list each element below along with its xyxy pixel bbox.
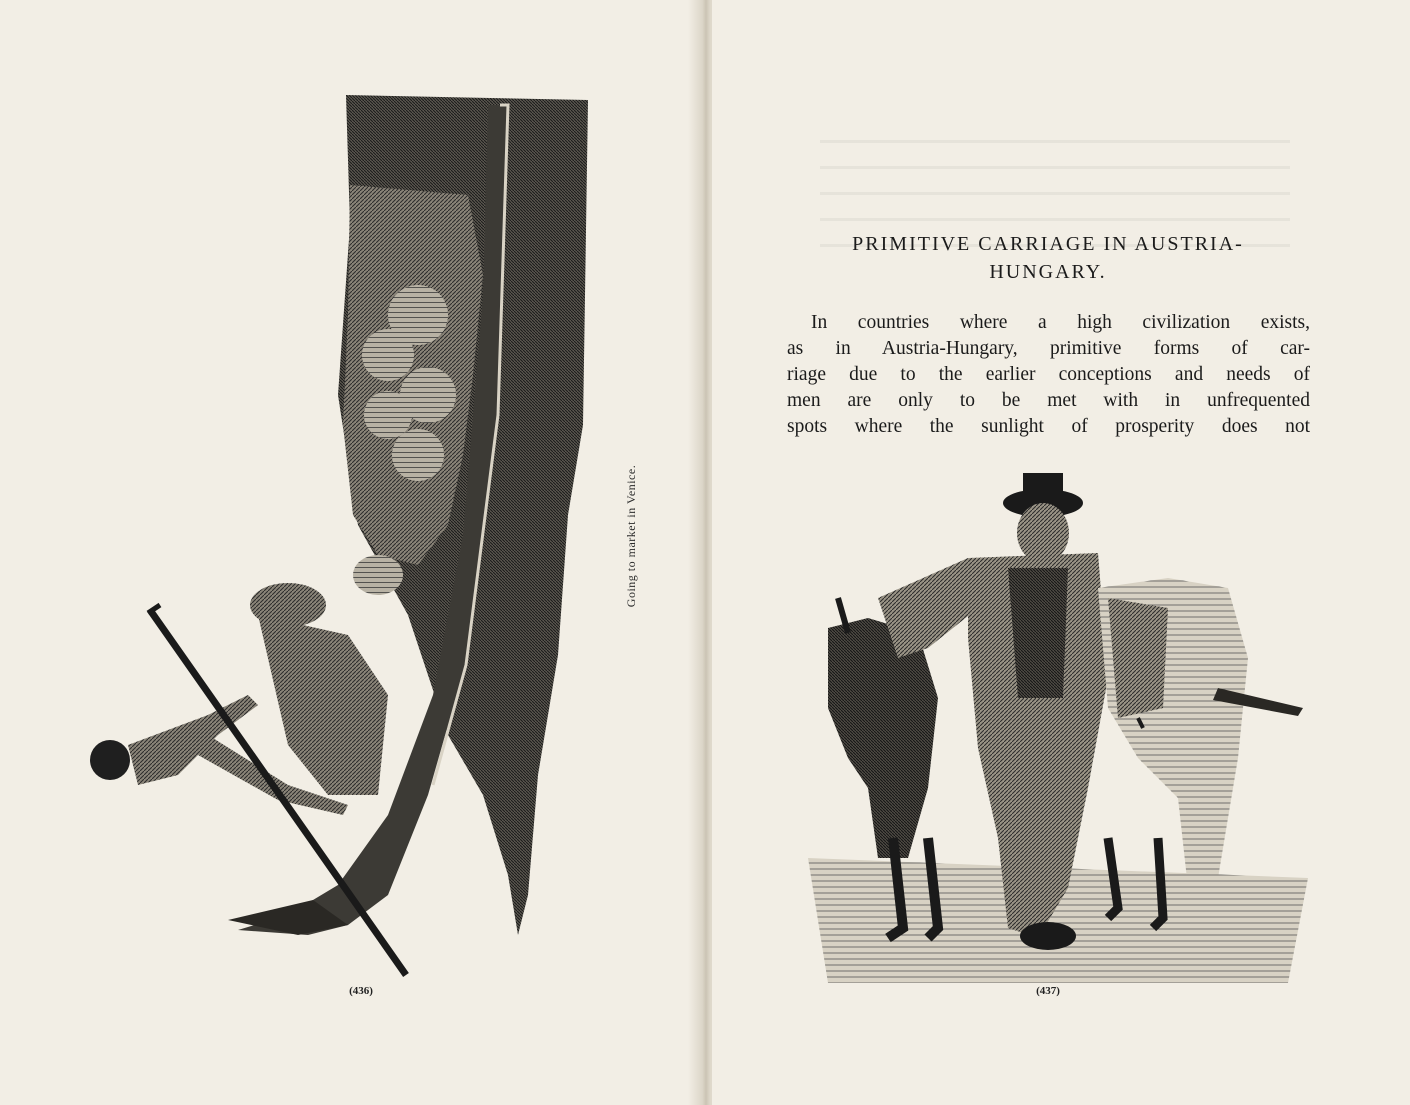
left-page bbox=[0, 0, 700, 1105]
page-number-right: (437) bbox=[1036, 985, 1060, 997]
body-line: riage due to the earlier conceptions and needs of bbox=[787, 364, 1310, 385]
chapter-title bbox=[788, 230, 1308, 286]
body-line: spots where the sunlight of prosperity does not bbox=[787, 416, 1310, 437]
venice-boat-engraving bbox=[88, 95, 598, 985]
body-text bbox=[787, 310, 1310, 440]
chapter-title-line2: HUNGARY. bbox=[989, 261, 1107, 283]
body-line: as in Austria-Hungary, primitive forms of car- bbox=[787, 338, 1310, 359]
body-line: men are only to be met with in unfrequented bbox=[787, 390, 1310, 411]
body-line: In countries where a high civilization exists, bbox=[811, 312, 1310, 333]
oxen-cart-engraving bbox=[808, 458, 1308, 983]
page-number-left: (436) bbox=[349, 985, 373, 997]
figure-caption: Going to market in Venice. bbox=[624, 464, 638, 608]
chapter-title-line1: PRIMITIVE CARRIAGE IN AUSTRIA- bbox=[852, 233, 1244, 255]
